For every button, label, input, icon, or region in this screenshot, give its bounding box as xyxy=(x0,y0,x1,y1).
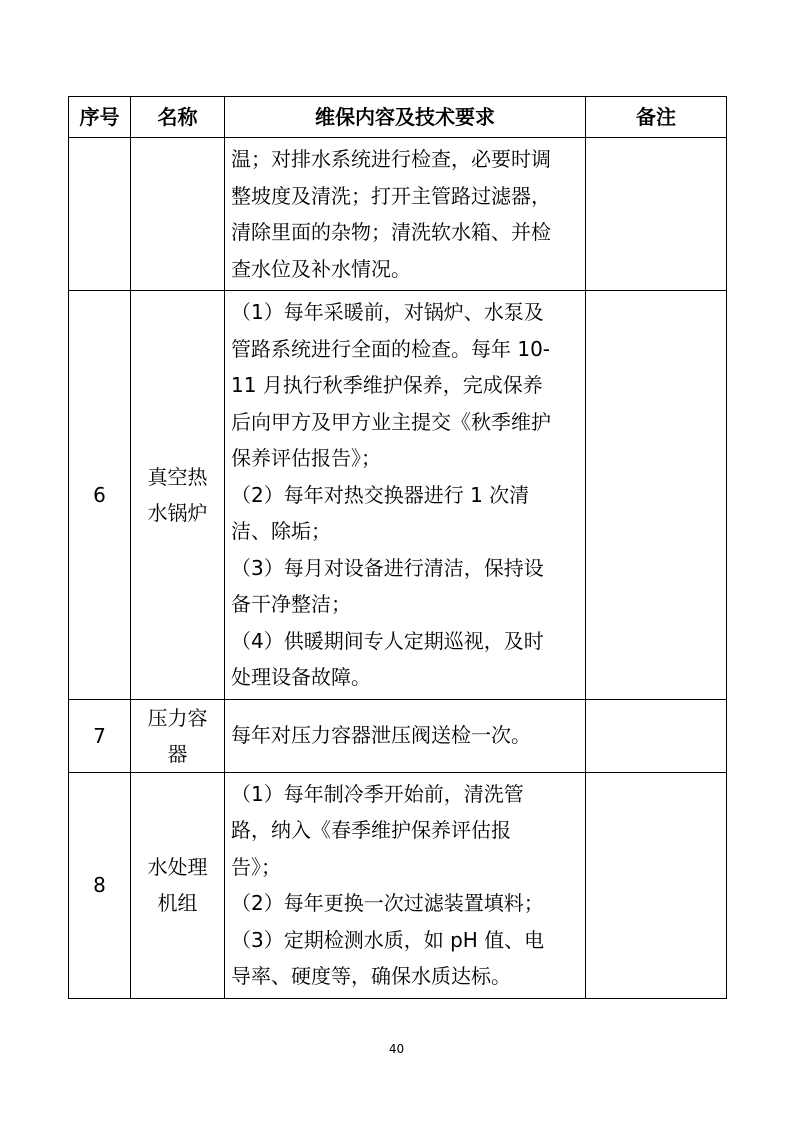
table-header-row xyxy=(69,97,727,138)
content-line: 保养评估报告》； xyxy=(231,446,381,470)
content-line: 处理设备故障。 xyxy=(231,665,371,689)
row-content xyxy=(225,699,586,772)
content-line: 整坡度及清洗；打开主管路过滤器， xyxy=(231,183,551,208)
content-line: 备干净整洁； xyxy=(231,592,351,616)
row-no: 6 xyxy=(69,291,131,700)
row-note xyxy=(586,138,727,291)
content-line: 管路系统进行全面的检查。每年 10- xyxy=(231,336,551,361)
content-line: （1）每年采暖前，对锅炉、水泵及 xyxy=(231,300,544,324)
row-note xyxy=(586,699,727,772)
row-name xyxy=(131,138,225,291)
content-line: 11 月执行秋季维护保养，完成保养 xyxy=(231,373,543,397)
content-line: （2）每年对热交换器进行 1 次清 xyxy=(231,482,530,507)
row-name xyxy=(131,291,225,700)
row-content xyxy=(225,772,586,998)
name-line: 器 xyxy=(167,741,188,766)
name-line: 压力容 xyxy=(147,705,208,730)
header-no: 序号 xyxy=(69,97,131,138)
page-number: 40 xyxy=(388,1042,405,1056)
name-line: 水锅炉 xyxy=(147,500,208,525)
content-line: 告》； xyxy=(231,854,281,879)
name-line: 水处理 xyxy=(147,855,208,879)
content-line: 每年对压力容器泄压阀送检一次。 xyxy=(231,723,531,748)
header-note: 备注 xyxy=(586,97,727,138)
maintenance-table xyxy=(68,96,727,999)
content-line: 路，纳入《春季维护保养评估报 xyxy=(231,818,511,842)
content-line: （1）每年制冷季开始前，清洗管 xyxy=(231,781,524,806)
table-row xyxy=(69,699,727,772)
header-name: 名称 xyxy=(131,97,225,138)
row-no: 7 xyxy=(69,699,131,772)
content-line: 温；对排水系统进行检查，必要时调 xyxy=(231,147,551,171)
row-note xyxy=(586,291,727,700)
content-line: （3）每月对设备进行清洁，保持设 xyxy=(231,555,544,580)
content-line: （2）每年更换一次过滤装置填料； xyxy=(231,891,544,915)
content-line: 清除里面的杂物；清洗软水箱、并检 xyxy=(231,220,551,244)
content-line: 导率、硬度等，确保水质达标。 xyxy=(231,964,511,988)
content-line: （3）定期检测水质，如 pH 值、电 xyxy=(231,927,545,952)
content-line: 洁、除垢； xyxy=(231,519,331,543)
content-line: 后向甲方及甲方业主提交《秋季维护 xyxy=(231,409,551,434)
name-line: 真空热 xyxy=(147,464,208,489)
row-note xyxy=(586,772,727,998)
row-name xyxy=(131,699,225,772)
row-no xyxy=(69,138,131,291)
table-row xyxy=(69,772,727,998)
header-content: 维保内容及技术要求 xyxy=(225,97,586,138)
row-no: 8 xyxy=(69,772,131,998)
row-name xyxy=(131,772,225,998)
row-content xyxy=(225,138,586,291)
content-line: （4）供暖期间专人定期巡视，及时 xyxy=(231,628,544,653)
name-line: 机组 xyxy=(157,891,198,915)
table-row xyxy=(69,291,727,700)
row-content xyxy=(225,291,586,700)
table-row xyxy=(69,138,727,291)
content-line: 查水位及补水情况。 xyxy=(231,256,411,281)
